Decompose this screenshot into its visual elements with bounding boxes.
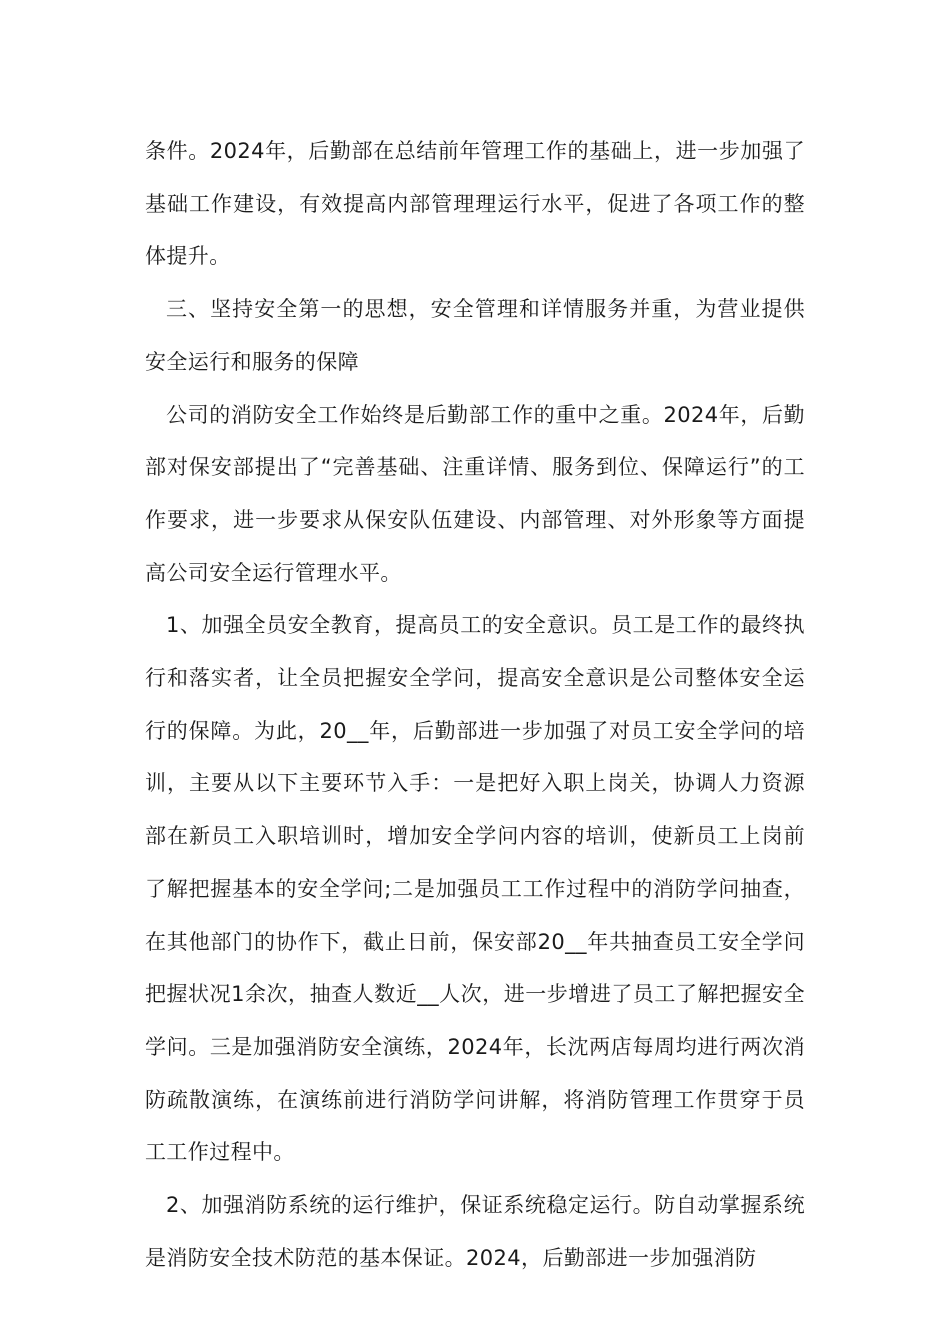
paragraph-fire-safety-intro: 公司的消防安全工作始终是后勤部工作的重中之重。2024年，后勤部对保安部提出了“完善基础、注重详情、服务到位、保障运行”的工作要求，进一步要求从保安队伍建设、内部管理、对外形象等方面提高公司安全运行管理水平。 (145, 402, 805, 585)
paragraph-continuation: 条件。2024年，后勤部在总结前年管理工作的基础上，进一步加强了基础工作建设，有效提高内部管理理运行水平，促进了各项工作的整体提升。 (145, 139, 805, 269)
paragraph-item-2: 2、加强消防系统的运行维护，保证系统稳定运行。防自动掌握系统是消防安全技术防范的基本保证。2024，后勤部进一步加强消防 (145, 1193, 805, 1270)
document-body (145, 125, 805, 1284)
section-heading-3: 三、坚持安全第一的思想，安全管理和详情服务并重，为营业提供安全运行和服务的保障 (145, 297, 805, 374)
paragraph-item-1: 1、加强全员安全教育，提高员工的安全意识。员工是工作的最终执行和落实者，让全员把握安全学问，提高安全意识是公司整体安全运行的保障。为此，20__年，后勤部进一步加强了对员工安全学问的培训，主要从以下主要环节入手：一是把好入职上岗关，协调人力资源部在新员工入职培训时，增加安全学问内容的培训，使新员工上岗前了解把握基本的安全学问;二是加强员工工作过程中的消防学问抽查，在其他部门的协作下，截止日前，保安部20__年共抽查员工安全学问把握状况1余次，抽查人数近__人次，进一步增进了员工了解把握安全学问。三是加强消防安全演练，2024年，长沈两店每周均进行两次消防疏散演练，在演练前进行消防学问讲解，将消防管理工作贯穿于员工工作过程中。 (145, 613, 805, 1165)
